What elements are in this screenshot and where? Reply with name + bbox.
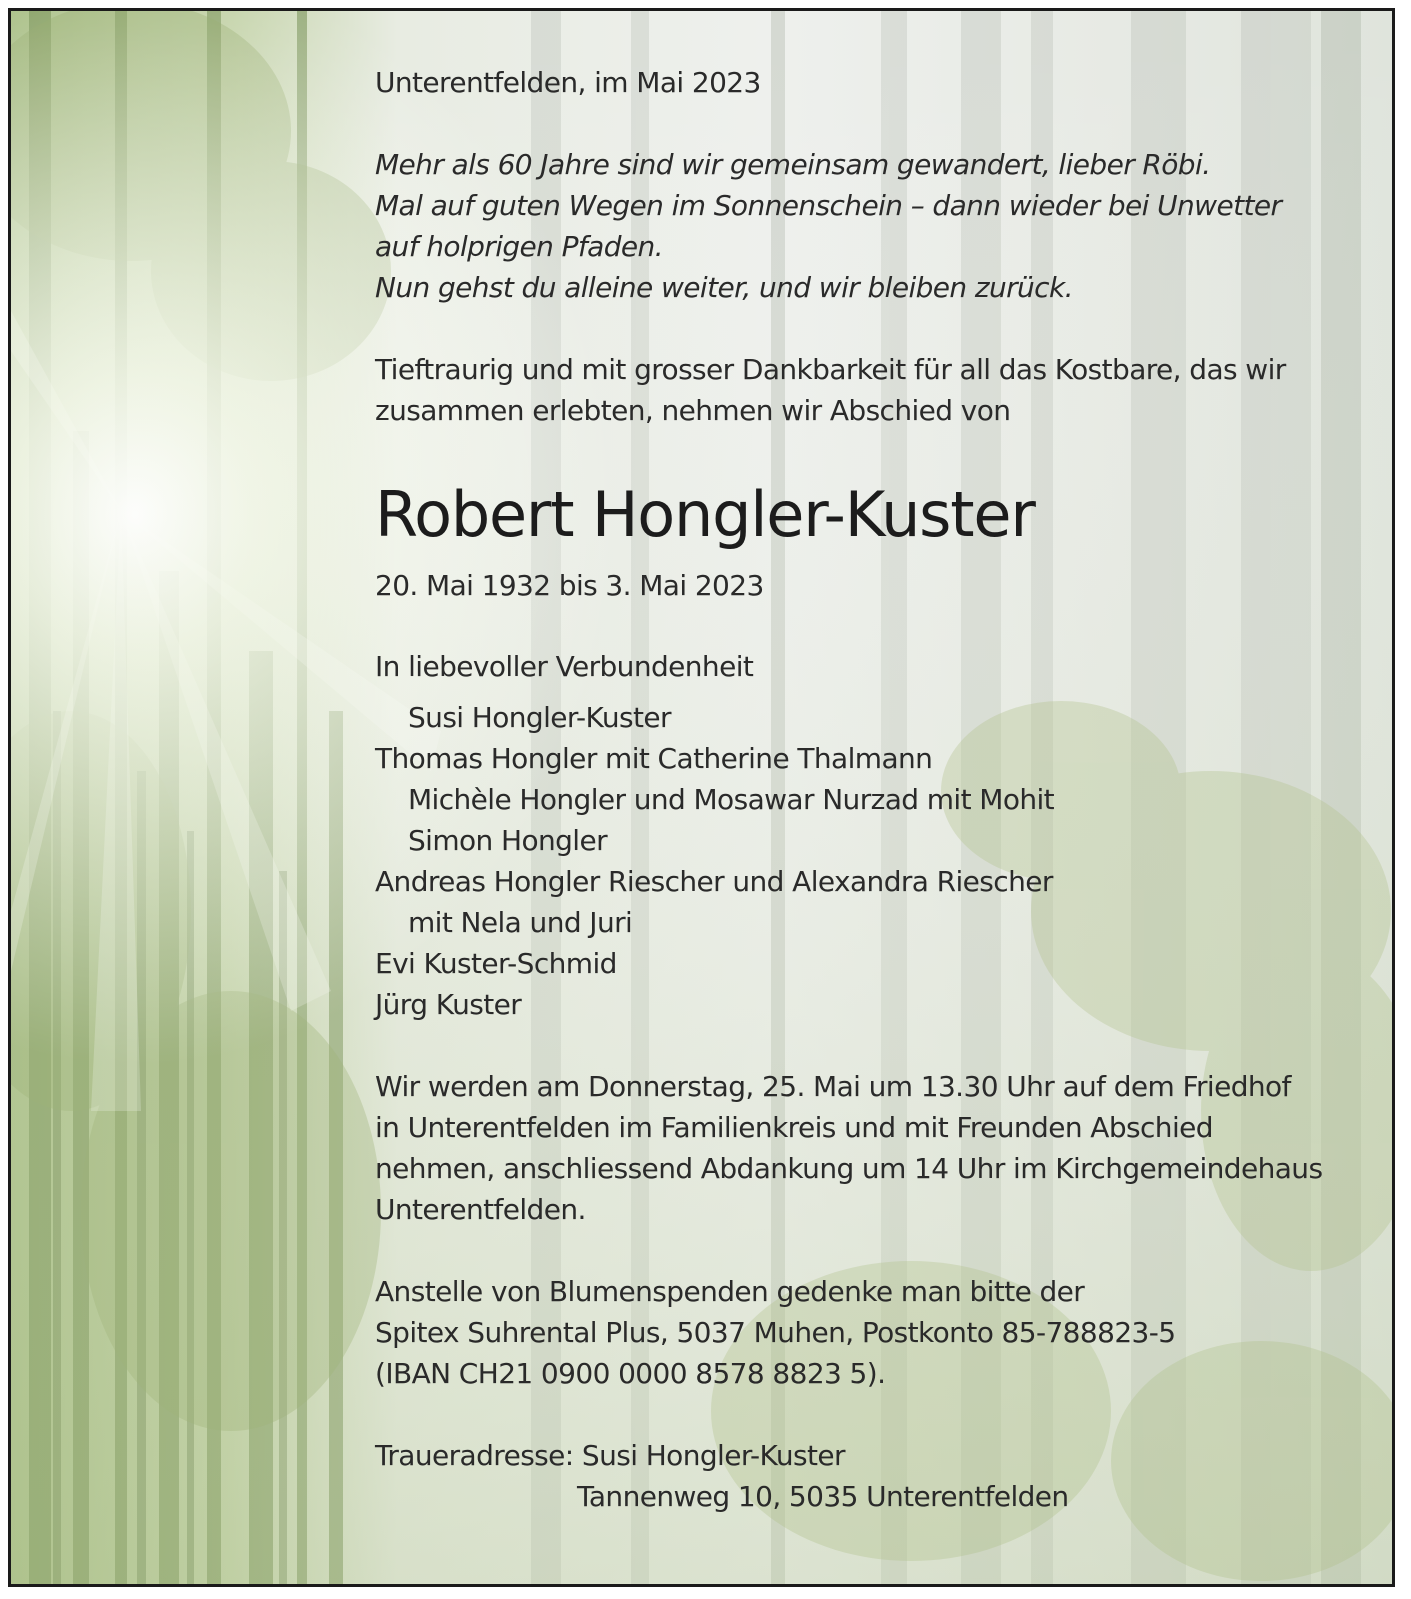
intro-line: zusammen erlebten, nehmen wir Abschied von bbox=[375, 394, 1011, 427]
ceremony-line: Unterentfelden. bbox=[375, 1193, 586, 1226]
family-member: Michèle Hongler und Mosawar Nurzad mit Mohit bbox=[408, 783, 1055, 816]
intro-line: Tieftraurig und mit grosser Dankbarkeit für all das Kostbare, das wir bbox=[375, 353, 1286, 386]
ceremony-line: in Unterentfelden im Familienkreis und mit Freunden Abschied bbox=[375, 1111, 1213, 1144]
poem-line: Mehr als 60 Jahre sind wir gemeinsam gewandert, lieber Röbi. bbox=[375, 148, 1211, 181]
family-member: Susi Hongler-Kuster bbox=[408, 701, 671, 734]
place-date: Unterentfelden, im Mai 2023 bbox=[375, 66, 761, 99]
donation-line: Anstelle von Blumenspenden gedenke man bitte der bbox=[375, 1275, 1085, 1308]
family-member: Simon Hongler bbox=[408, 824, 608, 857]
life-dates: 20. Mai 1932 bis 3. Mai 2023 bbox=[375, 569, 764, 602]
poem-line: Nun gehst du alleine weiter, und wir bleiben zurück. bbox=[375, 271, 1073, 304]
poem-line: auf holprigen Pfaden. bbox=[375, 230, 663, 263]
obituary-notice bbox=[8, 8, 1395, 1587]
poem-line: Mal auf guten Wegen im Sonnenschein – dann wieder bei Unwetter bbox=[375, 189, 1282, 222]
mourning-address-label: Traueradresse: Susi Hongler-Kuster bbox=[375, 1439, 845, 1472]
family-member: mit Nela und Juri bbox=[408, 906, 633, 939]
family-member: Andreas Hongler Riescher und Alexandra Riescher bbox=[375, 865, 1053, 898]
notice-text bbox=[11, 11, 1392, 1584]
ceremony-line: nehmen, anschliessend Abdankung um 14 Uhr im Kirchgemeindehaus bbox=[375, 1152, 1323, 1185]
family-member: Evi Kuster-Schmid bbox=[375, 947, 617, 980]
family-member: Jürg Kuster bbox=[375, 988, 522, 1021]
ceremony-line: Wir werden am Donnerstag, 25. Mai um 13.30 Uhr auf dem Friedhof bbox=[375, 1070, 1291, 1103]
mourning-address-street: Tannenweg 10, 5035 Unterentfelden bbox=[577, 1480, 1069, 1513]
donation-line: Spitex Suhrental Plus, 5037 Muhen, Postkonto 85-788823-5 bbox=[375, 1316, 1176, 1349]
family-member: Thomas Hongler mit Catherine Thalmann bbox=[375, 742, 933, 775]
deceased-name: Robert Hongler-Kuster bbox=[375, 478, 1035, 551]
family-heading: In liebevoller Verbundenheit bbox=[375, 650, 754, 683]
donation-line: (IBAN CH21 0900 0000 8578 8823 5). bbox=[375, 1357, 886, 1390]
